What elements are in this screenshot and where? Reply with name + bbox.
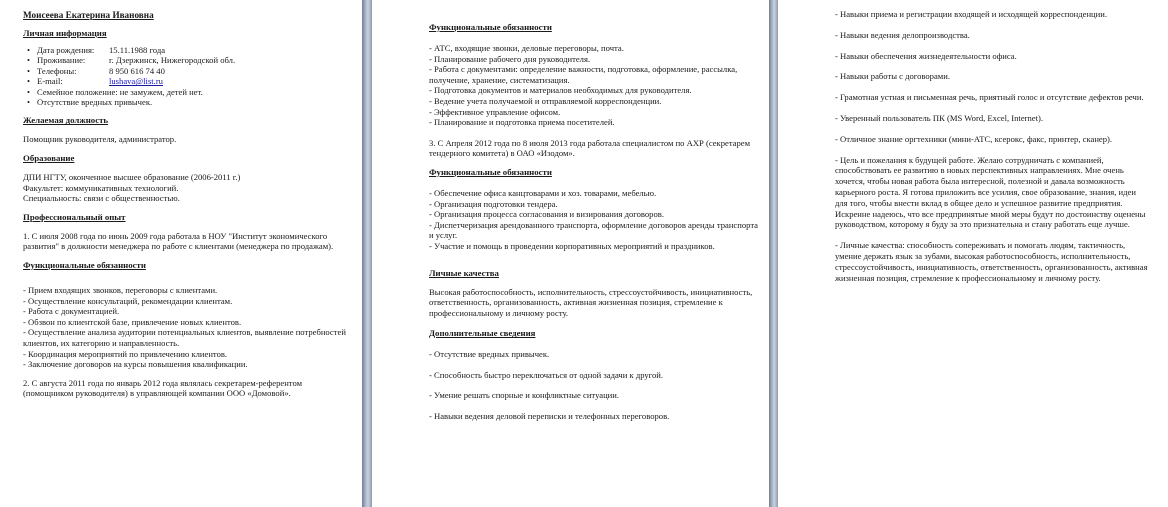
additional-item: - Отсутствие вредных привычек. — [429, 349, 550, 360]
education-heading: Образование — [23, 153, 75, 164]
experience-entry-3: 3. С Апреля 2012 года по 8 июля 2013 года работала специалистом по АХР (секретарем тендерного комитета) в ОАО «Изодом». — [429, 137, 753, 159]
duty-item: - Обзвон по клиентской базе, привлечение новых клиентов. — [23, 316, 242, 327]
desired-position-heading: Желаемая должность — [23, 115, 109, 126]
experience-entry-1: 1. С июля 2008 года по июнь 2009 года работала в НОУ "Институт экономического развития" в должности менеджера по работе с клиентами (менеджера по продажам). — [23, 230, 334, 252]
skill-item: - Уверенный пользователь ПК (MS Word, Excel, Internet). — [835, 112, 1043, 123]
duties-heading: Функциональные обязанности — [429, 22, 552, 32]
duty-item: - АТС, входящие звонки, деловые переговоры, почта. — [429, 43, 624, 53]
additional-item: - Способность быстро переключаться от одной задачи к другой. — [429, 369, 664, 380]
skill-item: - Грамотная устная и письменная речь, приятный голос и отсутствие дефектов речи. — [835, 92, 1144, 103]
duty-item: - Участие и помощь в проведении корпоративных мероприятий и праздников. — [429, 240, 715, 251]
document-page-3 — [778, 0, 1168, 507]
skill-item: - Навыки ведения делопроизводства. — [835, 29, 970, 40]
duty-item: - Прием входящих звонков, переговоры с клиентами. — [23, 285, 218, 295]
list-item: • Отсутствие вредных привычек. — [37, 97, 354, 107]
duty-item: - Планирование и подготовка приема посетителей. — [429, 117, 615, 128]
page-separator — [769, 0, 778, 507]
skill-item: - Навыки работы с договорами. — [835, 71, 950, 82]
additional-item: - Умение решать спорные и конфликтные ситуации. — [429, 390, 620, 401]
list-item: • Семейное положение: не замужем, детей нет. — [37, 87, 354, 97]
duty-item: - Организация процесса согласования и визирования договоров. — [429, 209, 664, 220]
document-page-2 — [372, 0, 769, 507]
additional-info-heading: Дополнительные сведения — [429, 328, 536, 339]
list-item: • Телефоны: 8 950 616 74 40 — [37, 66, 354, 76]
education-line: ДПИ НГТУ, оконченное высшее образование (2006-2011 г.) — [23, 172, 241, 183]
duty-item: - Осуществление консультаций, рекомендации клиентам. — [23, 295, 233, 306]
email-link[interactable]: lushava@list.ru — [109, 76, 163, 87]
list-item: • Дата рождения: 15.11.1988 года — [37, 45, 354, 55]
skill-item: - Отличное знание оргтехники (мини-АТС, ксерокс, факс, принтер, сканер). — [835, 133, 1113, 144]
desired-position-text: Помощник руководителя, администратор. — [23, 134, 177, 145]
experience-heading: Профессиональный опыт — [23, 211, 126, 222]
duty-item: - Работа с документами: определение важности, подготовка, оформление, рассылка, получение, хранение, систематизация. — [429, 64, 738, 85]
personal-qualities-heading: Личные качества — [429, 267, 499, 278]
list-item: • Проживание: г. Дзержинск, Нижегородской обл. — [37, 55, 354, 65]
additional-item: - Навыки ведения деловой переписки и телефонных переговоров. — [429, 411, 670, 422]
personal-info-heading: Личная информация — [23, 28, 107, 38]
duty-item: - Осуществление анализа аудитории потенциальных клиентов, выявление потребностей клиентов, их категорию и направленность. — [23, 327, 346, 348]
personal-qualities-text: Высокая работоспособность, исполнительность, стрессоустойчивость, инициативность, ответственность, организованность, активная жизненная позиция, стремление к профессиональному и личному росту. — [429, 286, 755, 318]
page-separator — [362, 0, 372, 507]
duty-item: - Работа с документацией. — [23, 306, 120, 317]
education-line: Специальность: связи с общественностью. — [23, 193, 180, 204]
education-line: Факультет: коммуникативных технологий. — [23, 182, 179, 193]
duty-item: - Заключение договоров на курсы повышения квалификации. — [23, 359, 248, 370]
duty-item: - Организация подготовки тендера. — [429, 198, 558, 209]
personal-info-list — [23, 45, 354, 107]
duty-item: - Обеспечение офиса канцтоварами и хоз. товарами, мебелью. — [429, 187, 657, 198]
duty-item: - Ведение учета получаемой и отправляемой корреспонденции. — [429, 95, 662, 106]
skill-item: - Навыки обеспечения жизнедеятельности офиса. — [835, 50, 1017, 61]
personal-qualities-text: - Личные качества: способность сопереживать и помогать людям, тактичность, умение держать язык за зубами, высокая работоспособность, исполнительность, стрессоустойчивость, инициативность, ответственность, организованность, активная жизненная позиция, стремление к профессиональному и личному росту. — [835, 240, 1148, 283]
duty-item: - Планирование рабочего дня руководителя. — [429, 53, 591, 64]
skill-item: - Навыки приема и регистрации входящей и исходящей корреспонденции. — [835, 9, 1107, 19]
career-goal-text: - Цель и пожелания к будущей работе. Желаю сотрудничать с компанией, способствовать ее развитию в новых перспективных направлениях. Мне очень хочется, чтобы новая работа была интересной, полезной и давала возможность карьерного роста. Я готова приложить все усилия, свое образование, знания, идеи для того, чтобы внести вклад в общее дело и успешное развитие предприятия. Искренне надеюсь, что все предпринятые мной меры будут по достоинству оценены руководством, которому я буду за это признательна и стану работать еще лучше. — [835, 154, 1146, 230]
list-item: • E-mail: lushava@list.ru — [37, 76, 354, 86]
document-page-1 — [0, 0, 362, 507]
duties-heading: Функциональные обязанности — [23, 260, 146, 270]
duty-item: - Подготовка документов и материалов необходимых для руководителя. — [429, 85, 692, 96]
experience-entry-2: 2. С августа 2011 года по январь 2012 года являлась секретарем-референтом (помощником руководителя) в управляющей компании ООО «Домовой». — [23, 377, 305, 399]
duty-item: - Диспетчеризация арендованного транспорта, оформление договоров аренды транспорта и услуг. — [429, 219, 758, 241]
duties-heading: Функциональные обязанности — [429, 166, 552, 177]
candidate-name: Моисеева Екатерина Ивановна — [23, 10, 154, 20]
duty-item: - Эффективное управление офисом. — [429, 106, 561, 117]
duty-item: - Координация мероприятий по привлечению клиентов. — [23, 348, 228, 359]
